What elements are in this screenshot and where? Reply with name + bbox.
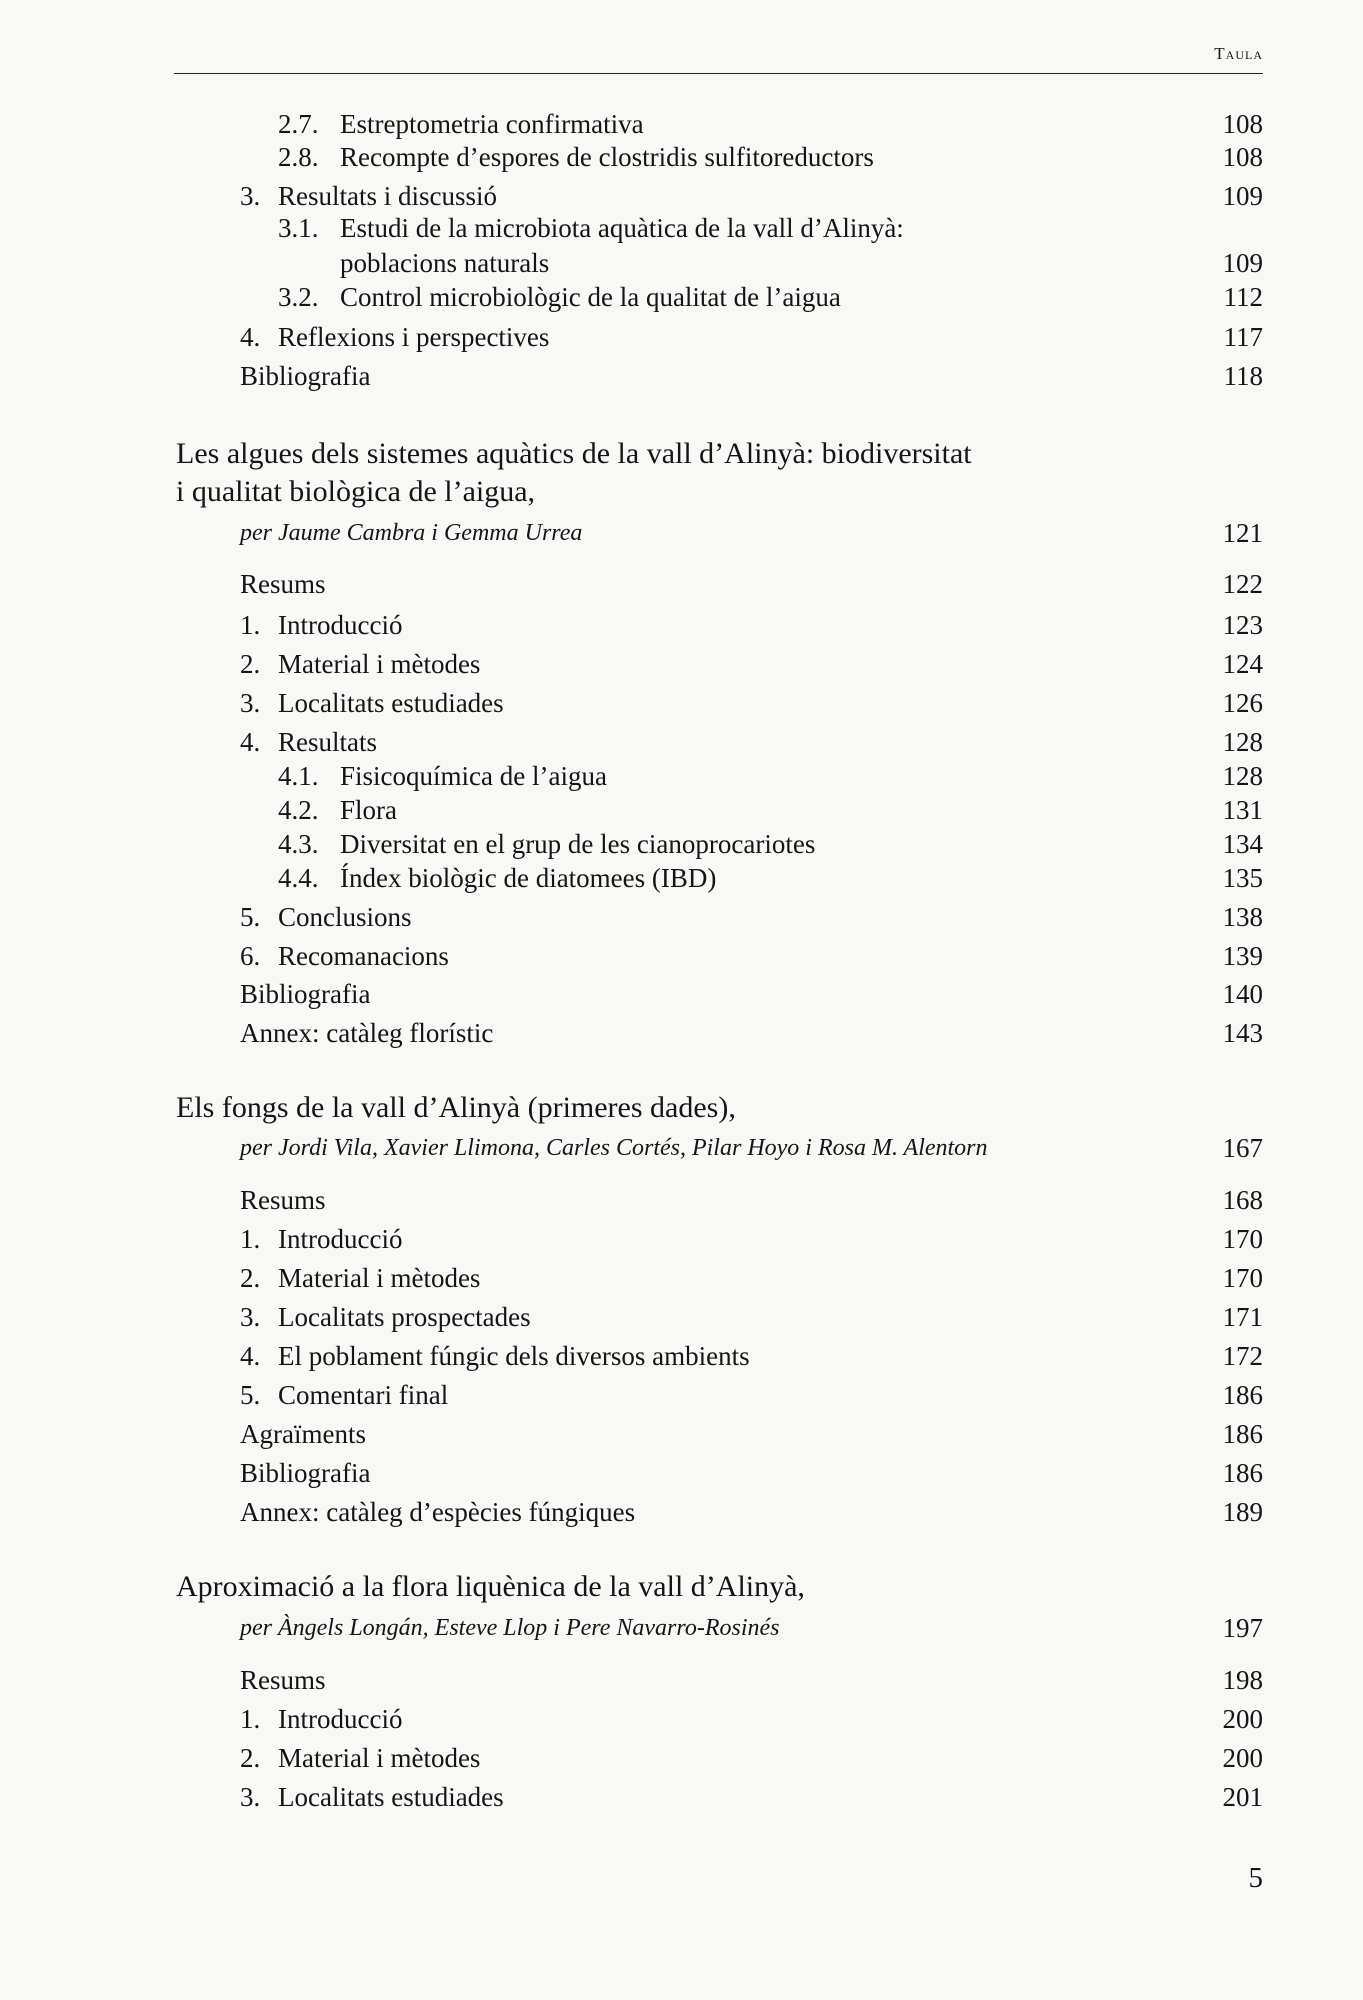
toc-entry bbox=[240, 568, 326, 600]
entry-text: Les algues dels sistemes aquàtics de la vall d’Alinyà: biodiversitat bbox=[176, 437, 972, 470]
entry-text: Reflexions i perspectives bbox=[278, 322, 550, 352]
toc-entry bbox=[240, 321, 549, 353]
entry-number: 3. bbox=[240, 1302, 261, 1332]
entry-text: Bibliografia bbox=[240, 361, 371, 391]
toc-entry bbox=[278, 862, 716, 894]
toc-entry bbox=[240, 978, 370, 1010]
entry-text: Comentari final bbox=[278, 1380, 449, 1410]
entry-text: Resums bbox=[240, 1665, 326, 1695]
entry-text: per Àngels Longán, Esteve Llop i Pere Navarro-Rosinés bbox=[240, 1615, 780, 1641]
entry-number: 4. bbox=[240, 1341, 261, 1371]
entry-page-number: 200 bbox=[1222, 1704, 1263, 1734]
toc-entry bbox=[240, 1017, 493, 1049]
entry-page-number: 121 bbox=[1222, 518, 1263, 548]
toc-entry bbox=[240, 940, 449, 972]
entry-text: poblacions naturals bbox=[340, 248, 550, 278]
entry-page-number: 118 bbox=[1223, 361, 1263, 391]
entry-number: 1. bbox=[240, 610, 261, 640]
entry-number: 3. bbox=[240, 688, 261, 718]
entry-text: Conclusions bbox=[278, 902, 412, 932]
entry-text: i qualitat biològica de l’aigua, bbox=[176, 475, 536, 508]
toc-entry bbox=[278, 281, 841, 313]
toc-entry bbox=[240, 1664, 326, 1696]
entry-text: Els fongs de la vall d’Alinyà (primeres dades), bbox=[176, 1091, 736, 1124]
entry-text: Introducció bbox=[278, 1224, 403, 1254]
entry-page-number: 172 bbox=[1222, 1341, 1263, 1371]
toc-entry bbox=[240, 1262, 480, 1294]
entry-page-number: 108 bbox=[1222, 109, 1263, 139]
toc-entry bbox=[278, 794, 397, 826]
entry-number: 3. bbox=[240, 1782, 261, 1812]
entry-text: Material i mètodes bbox=[278, 1263, 481, 1293]
toc-entry bbox=[240, 1184, 326, 1216]
entry-page-number: 189 bbox=[1222, 1497, 1263, 1527]
toc-entry bbox=[240, 1301, 531, 1333]
entry-page-number: 186 bbox=[1222, 1380, 1263, 1410]
entry-text: Control microbiològic de la qualitat de l’aigua bbox=[340, 282, 841, 312]
entry-number: 1. bbox=[240, 1704, 261, 1734]
entry-page-number: 140 bbox=[1222, 979, 1263, 1009]
entry-page-number: 167 bbox=[1222, 1133, 1263, 1163]
toc-entry bbox=[240, 1457, 370, 1489]
entry-number: 1. bbox=[240, 1224, 261, 1254]
entry-page-number: 197 bbox=[1222, 1613, 1263, 1643]
toc-entry bbox=[240, 726, 377, 758]
chapter-title-line bbox=[176, 1569, 805, 1605]
entry-text: Material i mètodes bbox=[278, 649, 481, 679]
entry-page-number: 122 bbox=[1222, 569, 1263, 599]
entry-page-number: 198 bbox=[1222, 1665, 1263, 1695]
toc-entry bbox=[278, 760, 607, 792]
toc-entry bbox=[240, 180, 497, 212]
entry-text: Annex: catàleg d’espècies fúngiques bbox=[240, 1497, 636, 1527]
entry-page-number: 200 bbox=[1222, 1743, 1263, 1773]
entry-text: El poblament fúngic dels diversos ambients bbox=[278, 1341, 750, 1371]
entry-text: Diversitat en el grup de les cianoprocariotes bbox=[340, 829, 816, 859]
entry-number: 5. bbox=[240, 1380, 261, 1410]
entry-page-number: 139 bbox=[1222, 941, 1263, 971]
chapter-title-line bbox=[176, 474, 535, 510]
entry-text: Resums bbox=[240, 1185, 326, 1215]
entry-number: 4. bbox=[240, 727, 261, 757]
entry-page-number: 171 bbox=[1222, 1302, 1263, 1332]
entry-number: 6. bbox=[240, 941, 261, 971]
entry-number: 2.7. bbox=[278, 109, 319, 139]
entry-text: Fisicoquímica de l’aigua bbox=[340, 761, 607, 791]
toc-entry bbox=[240, 360, 370, 392]
chapter-authors bbox=[240, 1612, 779, 1644]
entry-page-number: 170 bbox=[1222, 1224, 1263, 1254]
entry-page-number: 126 bbox=[1222, 688, 1263, 718]
entry-page-number: 109 bbox=[1222, 248, 1263, 278]
entry-page-number: 128 bbox=[1222, 761, 1263, 791]
entry-text: Aproximació a la flora liquènica de la vall d’Alinyà, bbox=[176, 1570, 805, 1603]
entry-text: Estreptometria confirmativa bbox=[340, 109, 644, 139]
toc-entry bbox=[240, 1418, 366, 1450]
entry-page-number: 124 bbox=[1222, 649, 1263, 679]
entry-number: 4.3. bbox=[278, 829, 319, 859]
toc-entry bbox=[240, 648, 480, 680]
entry-page-number: 168 bbox=[1222, 1185, 1263, 1215]
entry-number: 3. bbox=[240, 181, 261, 211]
toc-entry bbox=[240, 1379, 448, 1411]
entry-page-number: 134 bbox=[1222, 829, 1263, 859]
entry-number: 3.1. bbox=[278, 213, 319, 243]
toc-entry bbox=[240, 1742, 480, 1774]
toc-entry bbox=[278, 828, 815, 860]
entry-number: 3.2. bbox=[278, 282, 319, 312]
header-title: Taula bbox=[1214, 44, 1263, 63]
entry-text: Índex biològic de diatomees (IBD) bbox=[340, 863, 717, 893]
entry-page-number: 186 bbox=[1222, 1419, 1263, 1449]
entry-number: 4.2. bbox=[278, 795, 319, 825]
toc-entry bbox=[240, 1223, 402, 1255]
chapter-authors bbox=[240, 1132, 988, 1164]
entry-text: per Jaume Cambra i Gemma Urrea bbox=[240, 520, 583, 546]
chapter-title-line bbox=[176, 436, 972, 472]
entry-page-number: 123 bbox=[1222, 610, 1263, 640]
entry-page-number: 109 bbox=[1222, 181, 1263, 211]
entry-text: Recompte d’espores de clostridis sulfitoreductors bbox=[340, 142, 874, 172]
entry-number: 2. bbox=[240, 649, 261, 679]
entry-number: 5. bbox=[240, 902, 261, 932]
entry-text: Annex: catàleg florístic bbox=[240, 1018, 494, 1048]
page-number: 5 bbox=[1248, 1862, 1263, 1894]
entry-page-number: 112 bbox=[1223, 282, 1263, 312]
entry-number: 2. bbox=[240, 1743, 261, 1773]
entry-page-number: 170 bbox=[1222, 1263, 1263, 1293]
toc-entry bbox=[278, 108, 644, 140]
entry-number: 4.1. bbox=[278, 761, 319, 791]
entry-text: Recomanacions bbox=[278, 941, 449, 971]
entry-page-number: 108 bbox=[1222, 142, 1263, 172]
toc-entry bbox=[240, 687, 504, 719]
entry-number: 4. bbox=[240, 322, 261, 352]
entry-page-number: 201 bbox=[1222, 1782, 1263, 1812]
entry-page-number: 138 bbox=[1222, 902, 1263, 932]
entry-text: Bibliografia bbox=[240, 1458, 371, 1488]
entry-text: Localitats estudiades bbox=[278, 688, 504, 718]
entry-text: Agraïments bbox=[240, 1419, 366, 1449]
toc-entry bbox=[278, 212, 904, 244]
entry-text: Resultats bbox=[278, 727, 377, 757]
entry-text: Resultats i discussió bbox=[278, 181, 498, 211]
entry-text: Estudi de la microbiota aquàtica de la vall d’Alinyà: bbox=[340, 213, 904, 243]
entry-text: Localitats estudiades bbox=[278, 1782, 504, 1812]
entry-text: Bibliografia bbox=[240, 979, 371, 1009]
entry-page-number: 143 bbox=[1222, 1018, 1263, 1048]
entry-text: Introducció bbox=[278, 1704, 403, 1734]
entry-text: per Jordi Vila, Xavier Llimona, Carles Cortés, Pilar Hoyo i Rosa M. Alentorn bbox=[240, 1135, 988, 1161]
entry-page-number: 135 bbox=[1222, 863, 1263, 893]
entry-number: 2.8. bbox=[278, 142, 319, 172]
entry-text: Flora bbox=[340, 795, 397, 825]
toc-entry bbox=[240, 1496, 635, 1528]
toc-entry bbox=[340, 247, 549, 279]
toc-entry bbox=[240, 901, 412, 933]
entry-number: 4.4. bbox=[278, 863, 319, 893]
chapter-title-line bbox=[176, 1090, 736, 1126]
header-rule bbox=[174, 73, 1263, 74]
chapter-authors bbox=[240, 517, 582, 549]
entry-page-number: 186 bbox=[1222, 1458, 1263, 1488]
toc-entry bbox=[240, 609, 402, 641]
entry-text: Localitats prospectades bbox=[278, 1302, 531, 1332]
entry-page-number: 131 bbox=[1222, 795, 1263, 825]
entry-page-number: 117 bbox=[1223, 322, 1263, 352]
entry-text: Introducció bbox=[278, 610, 403, 640]
toc-entry bbox=[240, 1781, 504, 1813]
entry-page-number: 128 bbox=[1222, 727, 1263, 757]
toc-entry bbox=[240, 1703, 402, 1735]
entry-text: Resums bbox=[240, 569, 326, 599]
entry-text: Material i mètodes bbox=[278, 1743, 481, 1773]
entry-number: 2. bbox=[240, 1263, 261, 1293]
toc-entry bbox=[278, 141, 874, 173]
toc-entry bbox=[240, 1340, 750, 1372]
